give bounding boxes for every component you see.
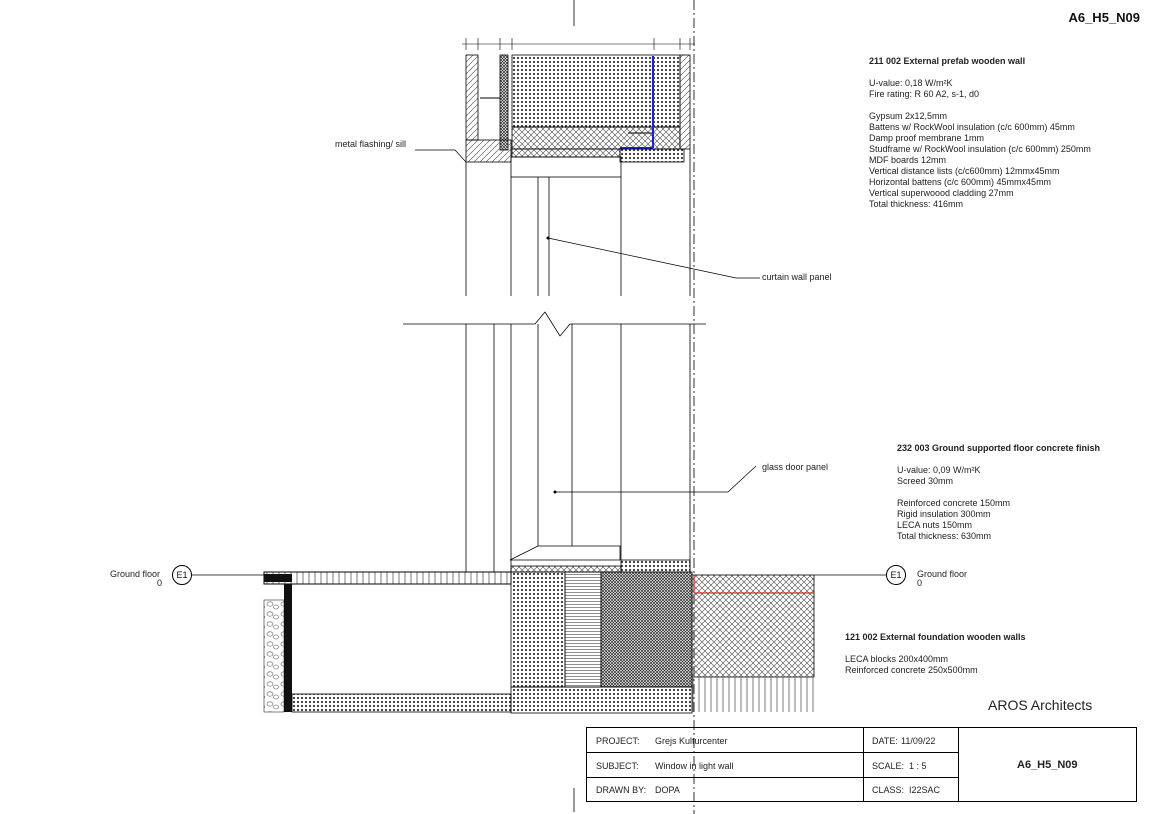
class-label: CLASS: [872, 785, 905, 795]
sheet-id: A6_H5_N09 [1017, 759, 1078, 771]
leader-lines [415, 150, 760, 492]
elevation-marker-left: E1 [172, 565, 192, 585]
drawn-by-value: DOPA [655, 785, 680, 795]
label-glass-door-panel: glass door panel [762, 462, 829, 472]
foundation-section [264, 560, 814, 713]
spec-foundation-layer: Reinforced concrete 250x500mm [845, 665, 978, 675]
spec-wall-layer: Vertical distance lists (c/c600mm) 12mmx45mm [869, 166, 1060, 176]
spec-wall-layer: Damp proof membrane 1mm [869, 133, 985, 143]
spec-floor-layer: Total thickness: 630mm [897, 531, 992, 541]
project-value: Grejs Kulturcenter [655, 736, 728, 746]
dimension-line [462, 38, 695, 50]
spec-floor-layer: Reinforced concrete 150mm [897, 498, 1011, 508]
spec-wall-title: 211 002 External prefab wooden wall [869, 56, 1026, 66]
spec-wall-layer: Total thickness: 416mm [869, 199, 964, 209]
elevation-marker-right: E1 [886, 565, 906, 585]
ground-floor-label-left: Ground floor [110, 569, 161, 579]
spec-floor-prop: U-value: 0,09 W/m²K [897, 465, 981, 475]
spec-wall-layer: Studframe w/ RockWool insulation (c/c 600mm) 250mm [869, 144, 1091, 154]
spec-wall-layer: Vertical superwoood cladding 27mm [869, 188, 1014, 198]
spec-wall-layer: MDF boards 12mm [869, 155, 947, 165]
ground-floor-label-right: Ground floor [917, 569, 968, 579]
spec-floor-prop: Screed 30mm [897, 476, 954, 486]
drawn-by-label: DRAWN BY: [596, 785, 647, 795]
sheet-id-top: A6_H5_N09 [1068, 10, 1140, 25]
spec-floor-title: 232 003 Ground supported floor concrete finish [897, 443, 1101, 453]
project-label: PROJECT: [596, 736, 640, 746]
subject-label: SUBJECT: [596, 761, 639, 771]
spec-floor [897, 443, 1100, 542]
architect-name: AROS Architects [988, 697, 1093, 713]
spec-wall-prop: Fire rating: R 60 A2, s-1, d0 [869, 89, 980, 99]
spec-wall [869, 56, 1091, 210]
break-line [403, 312, 706, 336]
ground-floor-level-left: 0 [157, 578, 163, 588]
curtain-wall-panel [466, 149, 690, 296]
scale-label: SCALE: [872, 761, 905, 771]
scale-value: 1 : 5 [909, 761, 927, 771]
spec-wall-layer: Horizontal battens (c/c 600mm) 45mmx45mm [869, 177, 1052, 187]
label-curtain-wall-panel: curtain wall panel [762, 272, 832, 282]
spec-wall-layer: Battens w/ RockWool insulation (c/c 600mm) 45mm [869, 122, 1075, 132]
subject-value: Window in light wall [655, 761, 734, 771]
date-value: 11/09/22 [901, 736, 936, 746]
spec-wall-layer: Gypsum 2x12,5mm [869, 111, 948, 121]
spec-foundation-title: 121 002 External foundation wooden walls [845, 632, 1026, 642]
spec-floor-layer: Rigid insulation 300mm [897, 509, 991, 519]
class-value: I22SAC [909, 785, 941, 795]
glass-door-panel [466, 324, 690, 572]
wall-section [466, 55, 690, 162]
label-metal-flashing: metal flashing/ sill [335, 139, 407, 149]
spec-foundation-layer: LECA blocks 200x400mm [845, 654, 949, 664]
spec-foundation [845, 632, 1026, 676]
spec-floor-layer: LECA nuts 150mm [897, 520, 973, 530]
title-block [586, 727, 1137, 802]
spec-wall-prop: U-value: 0,18 W/m²K [869, 78, 953, 88]
date-label: DATE: [872, 736, 898, 746]
ground-floor-level-right: 0 [917, 578, 923, 588]
